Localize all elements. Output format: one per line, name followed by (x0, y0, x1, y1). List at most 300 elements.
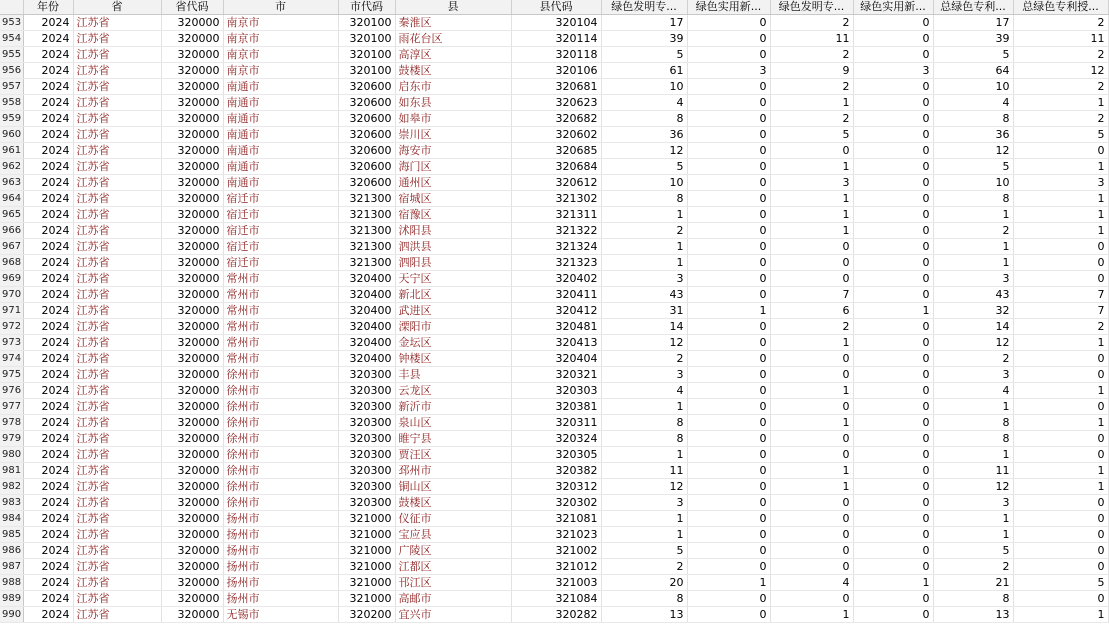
table-cell[interactable]: 2024 (23, 95, 73, 111)
table-cell[interactable]: 江苏省 (73, 575, 161, 591)
table-cell[interactable]: 0 (1013, 591, 1108, 607)
table-cell[interactable]: 1 (1013, 223, 1108, 239)
table-cell[interactable]: 沭阳县 (395, 223, 511, 239)
table-cell[interactable]: 江苏省 (73, 303, 161, 319)
table-cell[interactable]: 0 (770, 447, 853, 463)
table-cell[interactable]: 溧阳市 (395, 319, 511, 335)
table-cell[interactable]: 3 (601, 495, 687, 511)
column-header[interactable]: 绿色发明专... (770, 0, 853, 15)
table-cell[interactable]: 常州市 (223, 351, 338, 367)
table-cell[interactable]: 1 (601, 511, 687, 527)
table-cell[interactable]: 0 (1013, 559, 1108, 575)
table-cell[interactable]: 0 (853, 543, 933, 559)
table-cell[interactable]: 320000 (161, 95, 223, 111)
table-cell[interactable]: 320682 (511, 111, 601, 127)
table-cell[interactable]: 8 (601, 415, 687, 431)
table-cell[interactable]: 邗江区 (395, 575, 511, 591)
table-cell[interactable]: 江苏省 (73, 527, 161, 543)
row-number[interactable]: 953 (0, 15, 23, 31)
table-cell[interactable]: 320300 (338, 415, 395, 431)
row-number[interactable]: 974 (0, 351, 23, 367)
table-row[interactable] (0, 111, 1108, 127)
table-cell[interactable]: 320000 (161, 511, 223, 527)
table-cell[interactable]: 320000 (161, 351, 223, 367)
table-cell[interactable]: 8 (933, 415, 1013, 431)
table-cell[interactable]: 321323 (511, 255, 601, 271)
table-cell[interactable]: 0 (853, 287, 933, 303)
table-cell[interactable]: 32 (933, 303, 1013, 319)
table-cell[interactable]: 321324 (511, 239, 601, 255)
column-header[interactable]: 年份 (23, 0, 73, 15)
table-cell[interactable]: 320000 (161, 591, 223, 607)
table-cell[interactable]: 2 (601, 559, 687, 575)
table-cell[interactable]: 12 (601, 143, 687, 159)
table-cell[interactable]: 0 (687, 191, 770, 207)
table-cell[interactable]: 43 (601, 287, 687, 303)
table-cell[interactable]: 320000 (161, 63, 223, 79)
table-cell[interactable]: 320104 (511, 15, 601, 31)
table-cell[interactable]: 宜兴市 (395, 607, 511, 623)
table-cell[interactable]: 贾汪区 (395, 447, 511, 463)
table-cell[interactable]: 2024 (23, 527, 73, 543)
table-cell[interactable]: 江苏省 (73, 367, 161, 383)
table-cell[interactable]: 321084 (511, 591, 601, 607)
table-row[interactable] (0, 479, 1108, 495)
table-cell[interactable]: 高邮市 (395, 591, 511, 607)
table-cell[interactable]: 2024 (23, 63, 73, 79)
table-cell[interactable]: 0 (853, 79, 933, 95)
table-cell[interactable]: 2 (1013, 111, 1108, 127)
table-cell[interactable]: 江苏省 (73, 447, 161, 463)
table-row[interactable] (0, 15, 1108, 31)
table-cell[interactable]: 0 (853, 271, 933, 287)
table-cell[interactable]: 2024 (23, 447, 73, 463)
table-cell[interactable]: 0 (770, 495, 853, 511)
table-cell[interactable]: 广陵区 (395, 543, 511, 559)
table-row[interactable] (0, 527, 1108, 543)
table-cell[interactable]: 0 (1013, 399, 1108, 415)
table-cell[interactable]: 321302 (511, 191, 601, 207)
table-cell[interactable]: 雨花台区 (395, 31, 511, 47)
table-cell[interactable]: 61 (601, 63, 687, 79)
table-cell[interactable]: 0 (853, 607, 933, 623)
table-row[interactable] (0, 175, 1108, 191)
table-cell[interactable]: 320000 (161, 559, 223, 575)
column-header[interactable]: 绿色实用新... (687, 0, 770, 15)
table-cell[interactable]: 1 (1013, 607, 1108, 623)
table-cell[interactable]: 320000 (161, 127, 223, 143)
table-cell[interactable]: 12 (933, 143, 1013, 159)
table-cell[interactable]: 1 (770, 415, 853, 431)
table-cell[interactable]: 江苏省 (73, 543, 161, 559)
table-cell[interactable]: 0 (1013, 271, 1108, 287)
table-cell[interactable]: 宿迁市 (223, 207, 338, 223)
table-cell[interactable]: 徐州市 (223, 399, 338, 415)
table-cell[interactable]: 江苏省 (73, 127, 161, 143)
table-cell[interactable]: 0 (1013, 255, 1108, 271)
table-cell[interactable]: 江苏省 (73, 191, 161, 207)
table-cell[interactable]: 3 (853, 63, 933, 79)
table-cell[interactable]: 2024 (23, 367, 73, 383)
table-cell[interactable]: 0 (770, 239, 853, 255)
table-cell[interactable]: 2 (770, 47, 853, 63)
table-cell[interactable]: 江苏省 (73, 79, 161, 95)
table-cell[interactable]: 320382 (511, 463, 601, 479)
table-cell[interactable]: 320000 (161, 431, 223, 447)
table-cell[interactable]: 320000 (161, 607, 223, 623)
table-cell[interactable]: 江苏省 (73, 415, 161, 431)
table-cell[interactable]: 320114 (511, 31, 601, 47)
column-header[interactable]: 省 (73, 0, 161, 15)
table-cell[interactable]: 0 (687, 463, 770, 479)
table-cell[interactable]: 0 (687, 255, 770, 271)
table-cell[interactable]: 320600 (338, 175, 395, 191)
table-cell[interactable]: 徐州市 (223, 495, 338, 511)
table-cell[interactable]: 0 (687, 239, 770, 255)
row-number[interactable]: 958 (0, 95, 23, 111)
table-cell[interactable]: 江苏省 (73, 47, 161, 63)
table-cell[interactable]: 0 (853, 415, 933, 431)
table-cell[interactable]: 4 (933, 383, 1013, 399)
table-cell[interactable]: 5 (1013, 127, 1108, 143)
table-cell[interactable]: 1 (770, 479, 853, 495)
table-cell[interactable]: 3 (687, 63, 770, 79)
table-cell[interactable]: 0 (853, 351, 933, 367)
table-cell[interactable]: 320000 (161, 463, 223, 479)
table-cell[interactable]: 320000 (161, 543, 223, 559)
table-cell[interactable]: 320305 (511, 447, 601, 463)
table-cell[interactable]: 0 (687, 15, 770, 31)
table-cell[interactable]: 320000 (161, 495, 223, 511)
table-cell[interactable]: 14 (933, 319, 1013, 335)
row-number[interactable]: 960 (0, 127, 23, 143)
table-row[interactable] (0, 271, 1108, 287)
table-cell[interactable]: 0 (687, 607, 770, 623)
table-cell[interactable]: 3 (933, 367, 1013, 383)
table-cell[interactable]: 无锡市 (223, 607, 338, 623)
table-cell[interactable]: 320300 (338, 431, 395, 447)
table-cell[interactable]: 5 (601, 159, 687, 175)
table-cell[interactable]: 320400 (338, 303, 395, 319)
table-cell[interactable]: 320100 (338, 63, 395, 79)
table-cell[interactable]: 1 (1013, 415, 1108, 431)
table-row[interactable] (0, 431, 1108, 447)
table-cell[interactable]: 7 (1013, 303, 1108, 319)
table-cell[interactable]: 0 (853, 559, 933, 575)
table-cell[interactable]: 徐州市 (223, 367, 338, 383)
table-row[interactable] (0, 351, 1108, 367)
table-cell[interactable]: 321000 (338, 559, 395, 575)
row-number[interactable]: 978 (0, 415, 23, 431)
table-cell[interactable]: 320000 (161, 479, 223, 495)
table-cell[interactable]: 1 (933, 255, 1013, 271)
table-cell[interactable]: 启东市 (395, 79, 511, 95)
table-cell[interactable]: 0 (853, 175, 933, 191)
table-cell[interactable]: 320600 (338, 127, 395, 143)
table-cell[interactable]: 321300 (338, 223, 395, 239)
table-cell[interactable]: 320000 (161, 255, 223, 271)
column-header[interactable]: 总绿色专利授... (1013, 0, 1108, 15)
table-cell[interactable]: 0 (853, 159, 933, 175)
table-cell[interactable]: 320413 (511, 335, 601, 351)
table-cell[interactable]: 2024 (23, 207, 73, 223)
table-cell[interactable]: 321300 (338, 239, 395, 255)
table-cell[interactable]: 0 (770, 527, 853, 543)
table-cell[interactable]: 320600 (338, 79, 395, 95)
table-cell[interactable]: 江苏省 (73, 319, 161, 335)
table-cell[interactable]: 320000 (161, 159, 223, 175)
table-row[interactable] (0, 319, 1108, 335)
table-cell[interactable]: 1 (770, 207, 853, 223)
table-cell[interactable]: 崇川区 (395, 127, 511, 143)
row-number[interactable]: 980 (0, 447, 23, 463)
table-cell[interactable]: 0 (853, 319, 933, 335)
table-cell[interactable]: 0 (853, 399, 933, 415)
table-row[interactable] (0, 383, 1108, 399)
table-cell[interactable]: 江苏省 (73, 559, 161, 575)
table-cell[interactable]: 11 (933, 463, 1013, 479)
table-cell[interactable]: 320000 (161, 143, 223, 159)
table-cell[interactable]: 5 (601, 543, 687, 559)
table-cell[interactable]: 0 (687, 111, 770, 127)
table-cell[interactable]: 320000 (161, 367, 223, 383)
table-cell[interactable]: 8 (933, 191, 1013, 207)
table-cell[interactable]: 320000 (161, 15, 223, 31)
table-cell[interactable]: 秦淮区 (395, 15, 511, 31)
table-cell[interactable]: 6 (770, 303, 853, 319)
table-cell[interactable]: 320600 (338, 111, 395, 127)
table-cell[interactable]: 1 (1013, 207, 1108, 223)
table-cell[interactable]: 320324 (511, 431, 601, 447)
table-cell[interactable]: 1 (601, 447, 687, 463)
table-cell[interactable]: 320000 (161, 79, 223, 95)
table-cell[interactable]: 0 (687, 527, 770, 543)
table-row[interactable] (0, 143, 1108, 159)
table-cell[interactable]: 常州市 (223, 303, 338, 319)
table-cell[interactable]: 320400 (338, 271, 395, 287)
table-cell[interactable]: 5 (933, 47, 1013, 63)
table-cell[interactable]: 2024 (23, 15, 73, 31)
table-cell[interactable]: 2024 (23, 31, 73, 47)
table-cell[interactable]: 320411 (511, 287, 601, 303)
table-cell[interactable]: 320000 (161, 239, 223, 255)
table-cell[interactable]: 321000 (338, 543, 395, 559)
table-row[interactable] (0, 591, 1108, 607)
table-cell[interactable]: 43 (933, 287, 1013, 303)
table-cell[interactable]: 320000 (161, 303, 223, 319)
row-number[interactable]: 987 (0, 559, 23, 575)
table-cell[interactable]: 8 (933, 591, 1013, 607)
table-cell[interactable]: 21 (933, 575, 1013, 591)
table-cell[interactable]: 2024 (23, 271, 73, 287)
table-cell[interactable]: 320100 (338, 31, 395, 47)
table-cell[interactable]: 0 (687, 479, 770, 495)
table-cell[interactable]: 1 (1013, 159, 1108, 175)
table-cell[interactable]: 南通市 (223, 111, 338, 127)
table-cell[interactable]: 320321 (511, 367, 601, 383)
table-cell[interactable]: 2 (601, 351, 687, 367)
table-cell[interactable]: 320000 (161, 287, 223, 303)
table-cell[interactable]: 0 (770, 351, 853, 367)
table-cell[interactable]: 江苏省 (73, 335, 161, 351)
table-cell[interactable]: 0 (770, 559, 853, 575)
row-number[interactable]: 990 (0, 607, 23, 623)
table-cell[interactable]: 1 (687, 303, 770, 319)
table-cell[interactable]: 0 (770, 511, 853, 527)
table-cell[interactable]: 江苏省 (73, 159, 161, 175)
table-cell[interactable]: 10 (933, 79, 1013, 95)
table-row[interactable] (0, 367, 1108, 383)
table-cell[interactable]: 0 (770, 255, 853, 271)
table-cell[interactable]: 江苏省 (73, 255, 161, 271)
table-cell[interactable]: 0 (687, 335, 770, 351)
table-cell[interactable]: 徐州市 (223, 479, 338, 495)
table-cell[interactable]: 321000 (338, 527, 395, 543)
table-cell[interactable]: 南通市 (223, 79, 338, 95)
table-cell[interactable]: 320000 (161, 335, 223, 351)
table-cell[interactable]: 320000 (161, 399, 223, 415)
table-row[interactable] (0, 607, 1108, 623)
table-cell[interactable]: 1 (770, 463, 853, 479)
table-cell[interactable]: 2024 (23, 255, 73, 271)
table-cell[interactable]: 11 (770, 31, 853, 47)
table-cell[interactable]: 0 (1013, 431, 1108, 447)
table-cell[interactable]: 0 (853, 495, 933, 511)
table-cell[interactable]: 钟楼区 (395, 351, 511, 367)
table-row[interactable] (0, 559, 1108, 575)
table-cell[interactable]: 0 (853, 15, 933, 31)
table-cell[interactable]: 江苏省 (73, 399, 161, 415)
table-cell[interactable]: 0 (687, 431, 770, 447)
table-cell[interactable]: 海安市 (395, 143, 511, 159)
row-number[interactable]: 966 (0, 223, 23, 239)
table-cell[interactable]: 321000 (338, 575, 395, 591)
table-cell[interactable]: 0 (687, 207, 770, 223)
table-cell[interactable]: 12 (933, 335, 1013, 351)
table-cell[interactable]: 1 (770, 159, 853, 175)
table-cell[interactable]: 新沂市 (395, 399, 511, 415)
table-row[interactable] (0, 543, 1108, 559)
table-cell[interactable]: 0 (853, 511, 933, 527)
table-cell[interactable]: 江苏省 (73, 31, 161, 47)
row-number[interactable]: 965 (0, 207, 23, 223)
table-cell[interactable]: 320000 (161, 271, 223, 287)
table-cell[interactable]: 2024 (23, 495, 73, 511)
table-cell[interactable]: 常州市 (223, 287, 338, 303)
row-number[interactable]: 957 (0, 79, 23, 95)
table-cell[interactable]: 1 (933, 447, 1013, 463)
table-cell[interactable]: 江苏省 (73, 15, 161, 31)
table-cell[interactable]: 321300 (338, 191, 395, 207)
table-cell[interactable]: 320106 (511, 63, 601, 79)
table-cell[interactable]: 0 (853, 239, 933, 255)
table-row[interactable] (0, 415, 1108, 431)
row-number[interactable]: 967 (0, 239, 23, 255)
table-cell[interactable]: 320000 (161, 447, 223, 463)
table-cell[interactable]: 320600 (338, 143, 395, 159)
table-cell[interactable]: 0 (687, 223, 770, 239)
table-cell[interactable]: 扬州市 (223, 575, 338, 591)
table-cell[interactable]: 0 (687, 559, 770, 575)
table-cell[interactable]: 321322 (511, 223, 601, 239)
table-cell[interactable]: 宿迁市 (223, 191, 338, 207)
table-cell[interactable]: 320000 (161, 223, 223, 239)
table-cell[interactable]: 0 (853, 111, 933, 127)
table-cell[interactable]: 扬州市 (223, 511, 338, 527)
table-cell[interactable]: 4 (770, 575, 853, 591)
table-cell[interactable]: 3 (601, 367, 687, 383)
table-cell[interactable]: 12 (1013, 63, 1108, 79)
table-cell[interactable]: 1 (601, 255, 687, 271)
table-cell[interactable]: 321012 (511, 559, 601, 575)
table-cell[interactable]: 13 (601, 607, 687, 623)
table-cell[interactable]: 1 (933, 207, 1013, 223)
table-cell[interactable]: 0 (1013, 367, 1108, 383)
table-cell[interactable]: 0 (770, 543, 853, 559)
table-cell[interactable]: 0 (687, 399, 770, 415)
table-cell[interactable]: 320282 (511, 607, 601, 623)
table-cell[interactable]: 南通市 (223, 95, 338, 111)
table-cell[interactable]: 1 (1013, 191, 1108, 207)
table-row[interactable] (0, 191, 1108, 207)
row-number-header[interactable] (0, 0, 23, 15)
table-cell[interactable]: 0 (853, 207, 933, 223)
table-cell[interactable]: 江苏省 (73, 239, 161, 255)
table-cell[interactable]: 常州市 (223, 335, 338, 351)
table-row[interactable] (0, 399, 1108, 415)
table-cell[interactable]: 3 (770, 175, 853, 191)
table-cell[interactable]: 2024 (23, 383, 73, 399)
table-cell[interactable]: 1 (933, 239, 1013, 255)
table-cell[interactable]: 0 (853, 383, 933, 399)
table-cell[interactable]: 320000 (161, 415, 223, 431)
row-number[interactable]: 955 (0, 47, 23, 63)
table-cell[interactable]: 0 (853, 47, 933, 63)
table-cell[interactable]: 321300 (338, 207, 395, 223)
table-cell[interactable]: 321002 (511, 543, 601, 559)
table-row[interactable] (0, 511, 1108, 527)
table-cell[interactable]: 鼓楼区 (395, 495, 511, 511)
table-cell[interactable]: 宿迁市 (223, 255, 338, 271)
table-cell[interactable]: 2024 (23, 559, 73, 575)
table-cell[interactable]: 宿迁市 (223, 239, 338, 255)
table-cell[interactable]: 邳州市 (395, 463, 511, 479)
table-cell[interactable]: 320100 (338, 15, 395, 31)
row-number[interactable]: 970 (0, 287, 23, 303)
table-cell[interactable]: 南京市 (223, 15, 338, 31)
table-cell[interactable]: 2024 (23, 351, 73, 367)
table-row[interactable] (0, 127, 1108, 143)
table-cell[interactable]: 0 (687, 79, 770, 95)
table-cell[interactable]: 江苏省 (73, 207, 161, 223)
table-cell[interactable]: 320300 (338, 463, 395, 479)
table-cell[interactable]: 江苏省 (73, 495, 161, 511)
table-cell[interactable]: 2024 (23, 239, 73, 255)
table-cell[interactable]: 5 (770, 127, 853, 143)
table-cell[interactable]: 0 (853, 447, 933, 463)
table-row[interactable] (0, 495, 1108, 511)
table-cell[interactable]: 9 (770, 63, 853, 79)
table-cell[interactable]: 13 (933, 607, 1013, 623)
table-cell[interactable]: 0 (687, 159, 770, 175)
table-cell[interactable]: 1 (853, 575, 933, 591)
table-cell[interactable]: 2024 (23, 463, 73, 479)
row-number[interactable]: 985 (0, 527, 23, 543)
table-cell[interactable]: 4 (933, 95, 1013, 111)
table-cell[interactable]: 0 (687, 95, 770, 111)
table-cell[interactable]: 0 (853, 591, 933, 607)
table-cell[interactable]: 江苏省 (73, 351, 161, 367)
